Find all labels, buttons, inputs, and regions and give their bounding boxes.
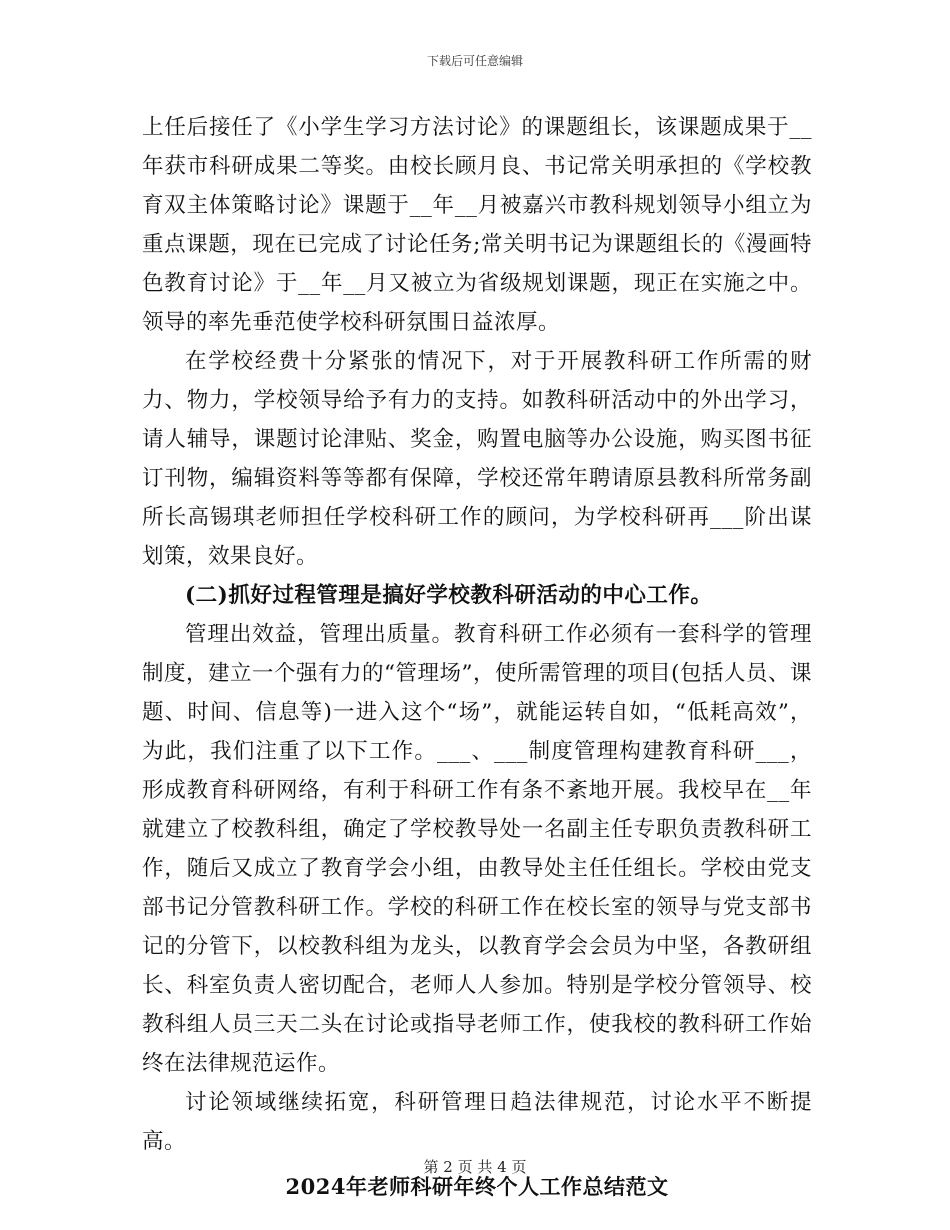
paragraph-3: 管理出效益，管理出质量。教育科研工作必须有一套科学的管理制度，建立一个强有力的“管理场”，使所需管理的项目(包括人员、课题、时间、信息等)一进入这个“场”，就能运转自如，“低耗高效”，为此，我们注重了以下工作。___、___制度管理构建教育科研___，形成教育科研网络，有利于科研工作有条不紊地开展。我校早在__年就建立了校教科组，确定了学校教导处一名副主任专职负责教科研工作，随后又成立了教育学会小组，由教导处主任任组长。学校由党支部书记分管教科研工作。学校的科研工作在校长室的领导与党支部书记的分管下，以校教科组为龙头，以教育学会会员为中坚，各教研组长、科室负责人密切配合，老师人人参加。特别是学校分管领导、校教科组人员三天二头在讨论或指导老师工作，使我校的教科研工作始终在法律规范运作。 xyxy=(142,622,812,1076)
paragraph-2: 在学校经费十分紧张的情况下，对于开展教科研工作所需的财力、物力，学校领导给予有力的支持。如教科研活动中的外出学习，请人辅导，课题讨论津贴、奖金，购置电脑等办公设施，购买图书征订刊物，编辑资料等等都有保障，学校还常年聘请原县教科所常务副所长高锡琪老师担任学校科研工作的顾问，为学校科研再___阶出谋划策，效果良好。 xyxy=(142,349,812,569)
paragraph-1: 上任后接任了《小学生学习方法讨论》的课题组长，该课题成果于__年获市科研成果二等奖。由校长顾月良、书记常关明承担的《学校教育双主体策略讨论》课题于__年__月被嘉兴市教科规划领导小组立为重点课题，现在已完成了讨论任务;常关明书记为课题组长的《漫画特色教育讨论》于__年__月又被立为省级规划课题，现正在实施之中。领导的率先垂范使学校科研氛围日益浓厚。 xyxy=(142,115,812,335)
page-footer: 第 2 页 共 4 页 xyxy=(423,1158,527,1176)
page-header: 下载后可任意编辑 xyxy=(426,54,523,68)
document-body xyxy=(142,108,812,1205)
section-heading: (二)抓好过程管理是搞好学校教科研活动的中心工作。 xyxy=(185,583,713,608)
document-title: 2024年老师科研年终个人工作总结范文 xyxy=(285,1174,669,1199)
paragraph-4: 讨论领域继续拓宽，科研管理日趋法律规范，讨论水平不断提高。 xyxy=(142,1090,812,1154)
